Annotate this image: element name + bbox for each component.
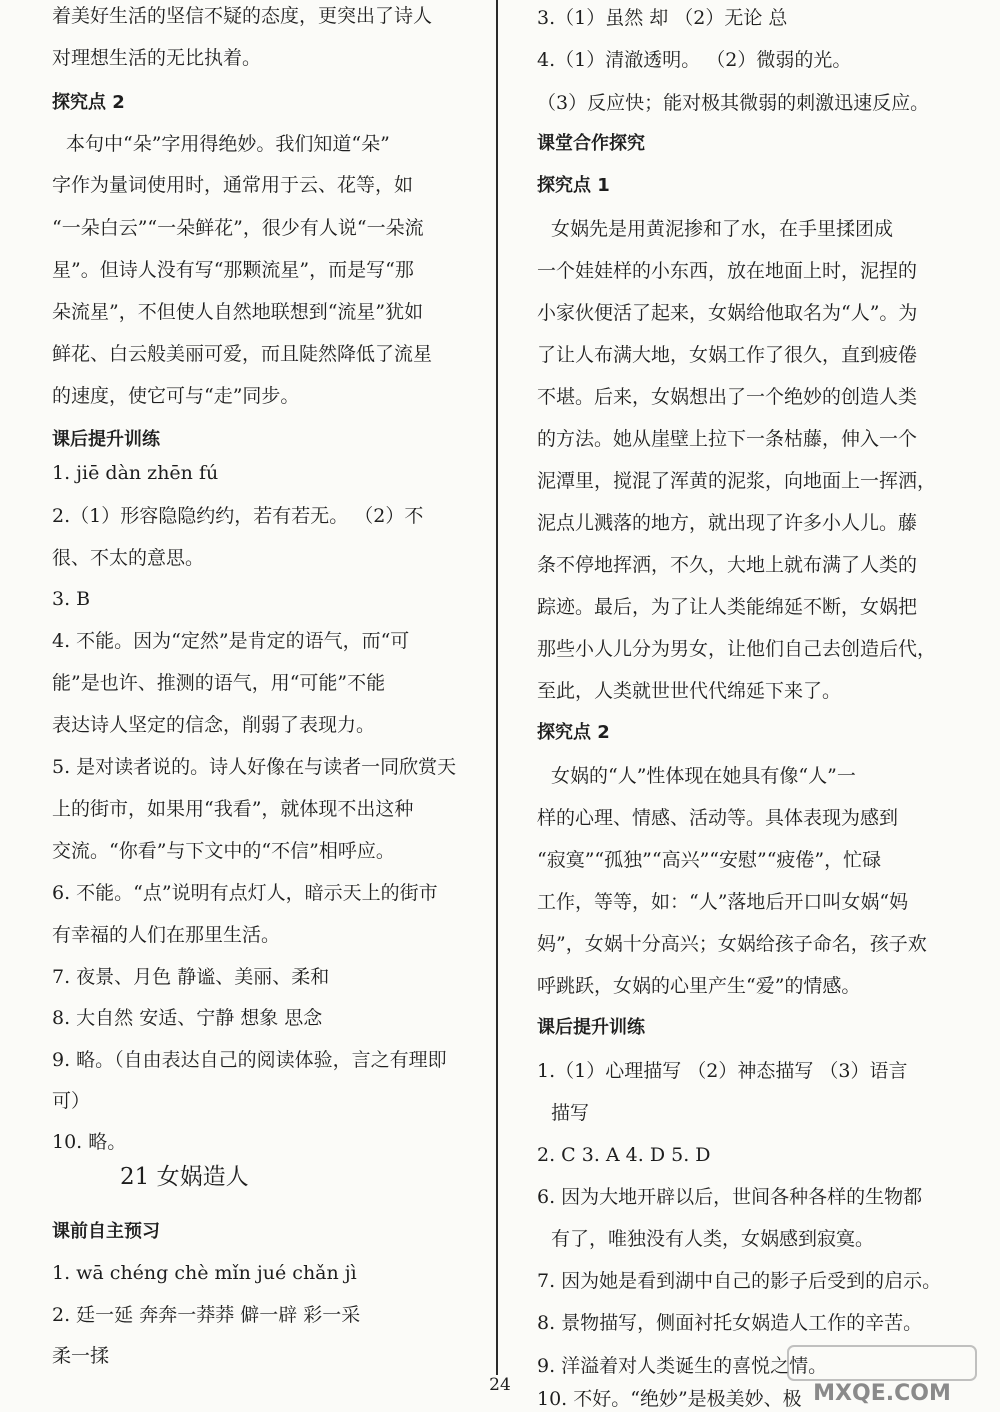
section-heading: 课后提升训练 [52,429,160,450]
text-line: 9. 洋溢着对人类诞生的喜悦之情。 [537,1355,828,1377]
section-heading: 课堂合作探究 [537,133,645,154]
text-line: 6. 不能。“点”说明有点灯人，暗示天上的街市 [52,882,438,904]
text-line: 有幸福的人们在那里生活。 [52,924,281,946]
text-line: 5. 是对读者说的。诗人好像在与读者一同欣赏天 [52,756,457,778]
text-line: 可） [52,1090,91,1112]
text-line: 2. 廷一延 奔奔一莽莽 僻一辟 彩一采 [52,1304,361,1326]
text-line: “一朵白云”“一朵鲜花”，很少有人说“一朵流 [52,217,424,239]
page-number: 24 [489,1375,511,1395]
text-line: 朵流星”，不但使人自然地联想到“流星”犹如 [52,301,424,323]
text-line: “寂寞”“孤独”“高兴”“安慰”“疲倦”，忙碌 [537,849,882,871]
text-line: 呼跳跃，女娲的心里产生“爱”的情感。 [537,975,861,997]
text-line: 本句中“朵”字用得绝妙。我们知道“朵” [66,133,390,155]
text-line: 4.（1）清澈透明。 （2）微弱的光。 [537,49,852,71]
text-line: 表达诗人坚定的信念，削弱了表现力。 [52,714,376,736]
text-line: 样的心理、情感、活动等。具体表现为感到 [537,807,899,829]
chapter-title: 21 女娲造人 [120,1164,249,1190]
text-line: 工作，等等，如：“人”落地后开口叫女娲“妈 [537,891,909,913]
text-line: 3.（1）虽然 却 （2）无论 总 [537,7,788,29]
section-heading: 课前自主预习 [52,1221,160,1242]
text-line: 8. 景物描写，侧面衬托女娲造人工作的辛苦。 [537,1312,923,1334]
text-line: 对理想生活的无比执着。 [52,47,262,69]
text-line: 1.（1）心理描写 （2）神态描写 （3）语言 [537,1060,908,1082]
text-line: 有了，唯独没有人类，女娲感到寂寞。 [551,1228,875,1250]
text-line: 3. B [52,588,91,610]
text-line: 交流。“你看”与下文中的“不信”相呼应。 [52,840,395,862]
text-line: 7. 夜景、月色 静谧、美丽、柔和 [52,966,330,988]
text-line: 字作为量词使用时，通常用于云、花等，如 [52,174,414,196]
text-line: 踪迹。最后，为了让人类能绵延不断，女娲把 [537,596,918,618]
text-line: （3）反应快；能对极其微弱的刺激迅速反应。 [537,92,930,114]
text-line: 7. 因为她是看到湖中自己的影子后受到的启示。 [537,1270,942,1292]
text-line: 至此，人类就世世代代绵延下来了。 [537,680,842,702]
text-line: 星”。但诗人没有写“那颗流星”，而是写“那 [52,259,414,281]
text-line: 一个娃娃样的小东西，放在地面上时，泥捏的 [537,260,918,282]
text-line: 柔一揉 [52,1345,110,1367]
text-line: 女娲先是用黄泥掺和了水，在手里揉团成 [551,218,894,240]
text-line: 1. wā chéng chè mǐn jué chǎn jì [52,1262,357,1284]
text-line: 的方法。她从崖壁上拉下一条枯藤，伸入一个 [537,428,918,450]
text-line: 女娲的“人”性体现在她具有像“人”一 [551,765,856,787]
watermark-text: MXQE.COM [813,1381,951,1406]
text-line: 4. 不能。因为“定然”是肯定的语气，而“可 [52,630,410,652]
text-line: 很、不太的意思。 [52,547,205,569]
text-line: 泥潭里，搅混了浑黄的泥浆，向地面上一挥洒， [537,470,937,492]
text-line: 妈”，女娲十分高兴；女娲给孩子命名，孩子欢 [537,933,927,955]
text-line: 1. jiē dàn zhēn fú [52,462,219,484]
text-line: 的速度，使它可与“走”同步。 [52,385,300,407]
text-line: 能”是也许、推测的语气，用“可能”不能 [52,672,386,694]
section-heading: 探究点 2 [537,722,610,743]
text-line: 着美好生活的坚信不疑的态度，更突出了诗人 [52,5,433,27]
text-line: 6. 因为大地开辟以后，世间各种各样的生物都 [537,1186,923,1208]
text-line: 9. 略。（自由表达自己的阅读体验，言之有理即 [52,1049,447,1071]
text-line: 2.（1）形容隐隐约约，若有若无。 （2）不 [52,505,424,527]
text-line: 10. 不好。“绝妙”是极美妙、极 [537,1388,802,1410]
section-heading: 课后提升训练 [537,1017,645,1038]
text-line: 泥点儿溅落的地方，就出现了许多小人儿。藤 [537,512,918,534]
text-line: 描写 [551,1102,590,1124]
text-line: 8. 大自然 安适、宁静 想象 思念 [52,1007,323,1029]
text-line: 鲜花、白云般美丽可爱，而且陡然降低了流星 [52,343,433,365]
text-line: 不堪。后来，女娲想出了一个绝妙的创造人类 [537,386,918,408]
text-line: 2. C 3. A 4. D 5. D [537,1144,711,1166]
section-heading: 探究点 1 [537,175,610,196]
text-line: 条不停地挥洒，不久，大地上就布满了人类的 [537,554,918,576]
watermark-logo [782,1340,982,1406]
text-line: 了让人布满大地，女娲工作了很久，直到疲倦 [537,344,918,366]
text-line: 小家伙便活了起来，女娲给他取名为“人”。为 [537,302,918,324]
text-line: 10. 略。 [52,1131,127,1153]
section-heading: 探究点 2 [52,92,125,113]
text-line: 那些小人儿分为男女，让他们自己去创造后代， [537,638,937,660]
column-divider [496,0,498,1375]
text-line: 上的街市，如果用“我看”，就体现不出这种 [52,798,414,820]
